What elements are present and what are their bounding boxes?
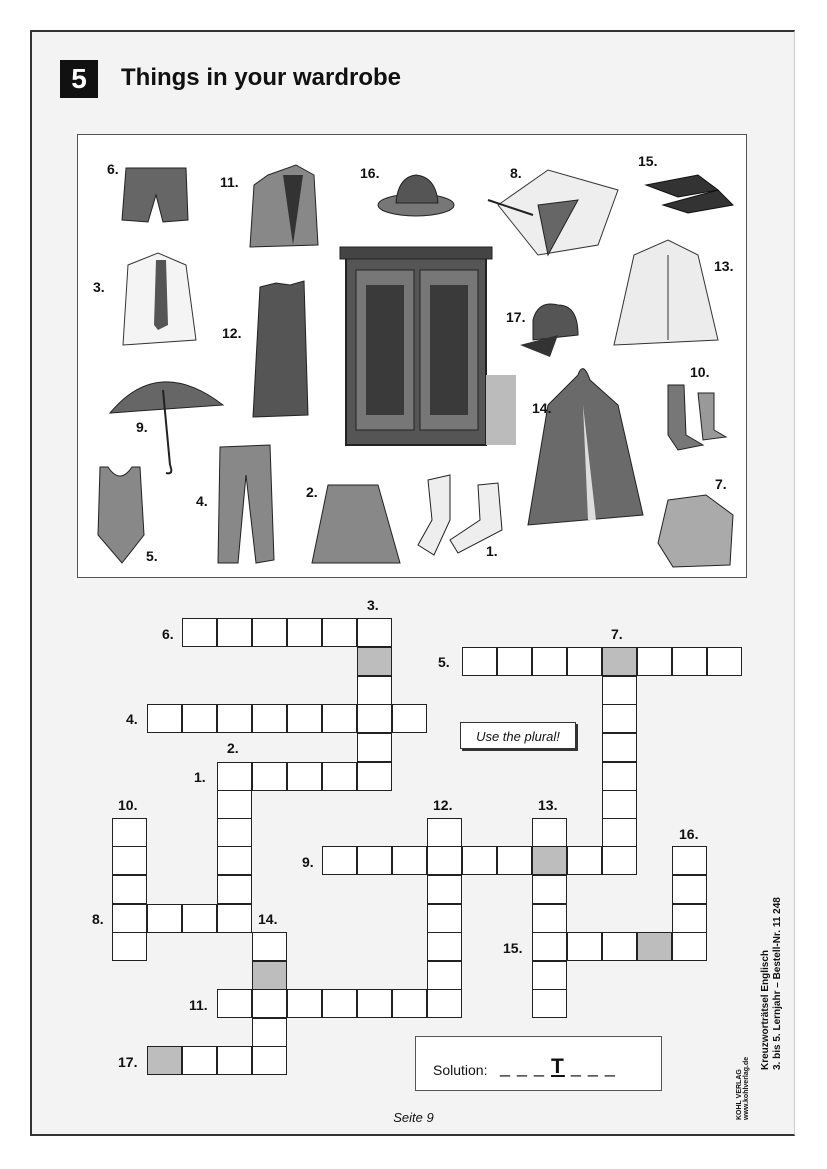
crossword-cell[interactable]	[567, 647, 602, 676]
crossword-cell[interactable]	[427, 961, 462, 990]
picture-label-16: 16.	[360, 165, 380, 181]
crossword-cell[interactable]	[182, 704, 217, 733]
crossword-cell[interactable]	[672, 932, 707, 961]
clue-number-16: 16.	[679, 826, 699, 842]
crossword-cell[interactable]	[252, 932, 287, 961]
page-title: Things in your wardrobe	[121, 64, 402, 91]
crossword-cell[interactable]	[462, 647, 497, 676]
crossword-cell[interactable]	[602, 932, 637, 961]
picture-label-17: 17.	[506, 309, 526, 325]
crossword-cell[interactable]	[357, 846, 392, 875]
picture-label-4: 4.	[196, 493, 208, 509]
crossword-cell[interactable]	[217, 904, 252, 933]
clue-number-4: 4.	[126, 711, 138, 727]
crossword-cell[interactable]	[252, 704, 287, 733]
clue-number-7: 7.	[611, 626, 623, 642]
picture-label-8: 8.	[510, 165, 522, 181]
plural-note: Use the plural!	[460, 722, 576, 749]
clue-number-5: 5.	[438, 654, 450, 670]
crossword-cell[interactable]	[707, 647, 742, 676]
crossword-cell[interactable]	[602, 818, 637, 847]
crossword-cell-solution[interactable]	[357, 647, 392, 676]
crossword-cell[interactable]	[427, 875, 462, 904]
crossword-cell[interactable]	[182, 904, 217, 933]
collar-icon	[488, 170, 618, 255]
crossword-cell[interactable]	[602, 846, 637, 875]
picture-label-14: 14.	[532, 400, 552, 416]
page-number: Seite 9	[393, 1110, 434, 1125]
crossword-cell[interactable]	[112, 846, 147, 875]
clothing-illustrations	[78, 135, 748, 579]
clue-number-9: 9.	[302, 854, 314, 870]
crossword-cell[interactable]	[287, 618, 322, 647]
crossword-cell[interactable]	[147, 704, 182, 733]
picture-label-7: 7.	[715, 476, 727, 492]
shorts-icon	[122, 168, 188, 222]
crossword-cell-solution[interactable]	[252, 961, 287, 990]
crossword-cell[interactable]	[672, 875, 707, 904]
crossword-cell[interactable]	[287, 989, 322, 1018]
shirt-icon	[123, 253, 196, 345]
crossword-cell[interactable]	[217, 618, 252, 647]
crossword-cell[interactable]	[567, 932, 602, 961]
crossword-cell[interactable]	[252, 762, 287, 791]
clue-number-15: 15.	[503, 940, 523, 956]
crossword-cell[interactable]	[112, 932, 147, 961]
crossword-cell[interactable]	[427, 989, 462, 1018]
crossword-cell-solution[interactable]	[637, 932, 672, 961]
crossword-cell[interactable]	[427, 904, 462, 933]
crossword-cell[interactable]	[672, 647, 707, 676]
exercise-number: 5	[60, 60, 98, 98]
picture-label-13: 13.	[714, 258, 734, 274]
jeans-icon	[218, 445, 274, 563]
crossword-cell-solution[interactable]	[147, 1046, 182, 1075]
crossword-cell[interactable]	[357, 618, 392, 647]
picture-label-11: 11.	[220, 174, 239, 190]
crossword-cell[interactable]	[602, 790, 637, 819]
crossword-cell[interactable]	[637, 647, 672, 676]
crossword-cell[interactable]	[532, 989, 567, 1018]
picture-label-6: 6.	[107, 161, 119, 177]
crossword-cell[interactable]	[497, 647, 532, 676]
raincoat-icon	[528, 369, 643, 525]
crossword-cell[interactable]	[602, 704, 637, 733]
swimsuit-icon	[98, 467, 144, 563]
crossword-cell[interactable]	[322, 762, 357, 791]
solution-box	[415, 1036, 662, 1091]
picture-panel	[77, 134, 747, 578]
crossword-cell[interactable]	[427, 846, 462, 875]
crossword-cell[interactable]	[322, 989, 357, 1018]
clue-number-8: 8.	[92, 911, 104, 927]
crossword-cell[interactable]	[392, 989, 427, 1018]
picture-label-3: 3.	[93, 279, 105, 295]
crossword-cell[interactable]	[532, 904, 567, 933]
crossword-cell[interactable]	[427, 818, 462, 847]
skirt-icon	[312, 485, 400, 563]
crossword-cell[interactable]	[602, 676, 637, 705]
solution-blanks[interactable]: _ _ _ T _ _ _	[500, 1055, 616, 1078]
crossword-cell[interactable]	[567, 846, 602, 875]
crossword-cell[interactable]	[357, 733, 392, 762]
umbrella-icon	[110, 382, 223, 473]
wardrobe-icon	[340, 247, 516, 445]
picture-label-10: 10.	[690, 364, 710, 380]
crossword-cell-solution[interactable]	[602, 647, 637, 676]
hat-icon	[378, 175, 454, 216]
crossword-cell[interactable]	[462, 846, 497, 875]
crossword-cell[interactable]	[112, 818, 147, 847]
crossword-cell[interactable]	[252, 618, 287, 647]
crossword-cell[interactable]	[112, 875, 147, 904]
crossword-cell[interactable]	[392, 846, 427, 875]
shoes-icon	[646, 175, 733, 213]
crossword-cell[interactable]	[357, 676, 392, 705]
jacket-icon	[614, 240, 718, 345]
coat-icon	[250, 165, 318, 247]
crossword-cell[interactable]	[217, 989, 252, 1018]
crossword-cell[interactable]	[532, 875, 567, 904]
crossword-cell[interactable]	[672, 846, 707, 875]
crossword-cell[interactable]	[287, 762, 322, 791]
crossword-cell[interactable]	[602, 762, 637, 791]
solution-letter: T	[551, 1055, 565, 1078]
crossword-cell[interactable]	[217, 818, 252, 847]
imprint-line-1: Kreuzworträtsel Englisch	[760, 949, 771, 1070]
publisher-name: KOHL VERLAG	[736, 1069, 743, 1120]
crossword-cell[interactable]	[322, 704, 357, 733]
crossword-cell[interactable]	[217, 704, 252, 733]
crossword-cell[interactable]	[287, 704, 322, 733]
crossword-cell[interactable]	[357, 989, 392, 1018]
crossword-cell[interactable]	[672, 904, 707, 933]
crossword-cell[interactable]	[497, 846, 532, 875]
dress-icon	[253, 281, 308, 417]
crossword-cell[interactable]	[112, 904, 147, 933]
picture-label-12: 12.	[222, 325, 242, 341]
crossword-cell[interactable]	[357, 762, 392, 791]
crossword-cell[interactable]	[217, 846, 252, 875]
crossword-cell[interactable]	[217, 875, 252, 904]
cap-icon	[520, 304, 578, 357]
crossword-cell[interactable]	[217, 790, 252, 819]
crossword-cell[interactable]	[252, 1046, 287, 1075]
crossword-cell[interactable]	[532, 932, 567, 961]
clue-number-10: 10.	[118, 797, 138, 813]
publisher-imprint	[736, 1057, 750, 1120]
boots-icon	[668, 385, 726, 450]
picture-label-9: 9.	[136, 419, 148, 435]
pullover-icon	[658, 495, 733, 567]
crossword-cell[interactable]	[532, 961, 567, 990]
clue-number-3: 3.	[367, 597, 379, 613]
crossword-cell[interactable]	[532, 647, 567, 676]
crossword-cell[interactable]	[182, 618, 217, 647]
picture-label-2: 2.	[306, 484, 318, 500]
imprint-text	[760, 897, 784, 1070]
picture-label-1: 1.	[486, 543, 498, 559]
crossword-cell[interactable]	[147, 904, 182, 933]
clue-number-11: 11.	[189, 997, 208, 1013]
clue-number-1: 1.	[194, 769, 206, 785]
crossword-cell[interactable]	[392, 704, 427, 733]
clue-number-6: 6.	[162, 626, 174, 642]
crossword-cell[interactable]	[322, 618, 357, 647]
crossword-cell[interactable]	[532, 818, 567, 847]
crossword-cell[interactable]	[252, 1018, 287, 1047]
crossword-cell[interactable]	[217, 762, 252, 791]
solution-label: Solution:	[433, 1062, 488, 1078]
picture-label-15: 15.	[638, 153, 658, 169]
imprint-line-2: 3. bis 5. Lernjahr – Bestell-Nr. 11 248	[772, 897, 783, 1070]
clue-number-17: 17.	[118, 1054, 138, 1070]
clue-number-2: 2.	[227, 740, 239, 756]
crossword-cell[interactable]	[252, 989, 287, 1018]
clue-number-13: 13.	[538, 797, 558, 813]
crossword-cell-solution[interactable]	[532, 846, 567, 875]
crossword-cell[interactable]	[217, 1046, 252, 1075]
crossword-cell[interactable]	[427, 932, 462, 961]
crossword-cell[interactable]	[182, 1046, 217, 1075]
crossword-cell[interactable]	[602, 733, 637, 762]
picture-label-5: 5.	[146, 548, 158, 564]
clue-number-14: 14.	[258, 911, 278, 927]
clue-number-12: 12.	[433, 797, 453, 813]
crossword-cell[interactable]	[357, 704, 392, 733]
crossword-cell[interactable]	[322, 846, 357, 875]
publisher-url: www.kohlverlag.de	[743, 1056, 750, 1120]
